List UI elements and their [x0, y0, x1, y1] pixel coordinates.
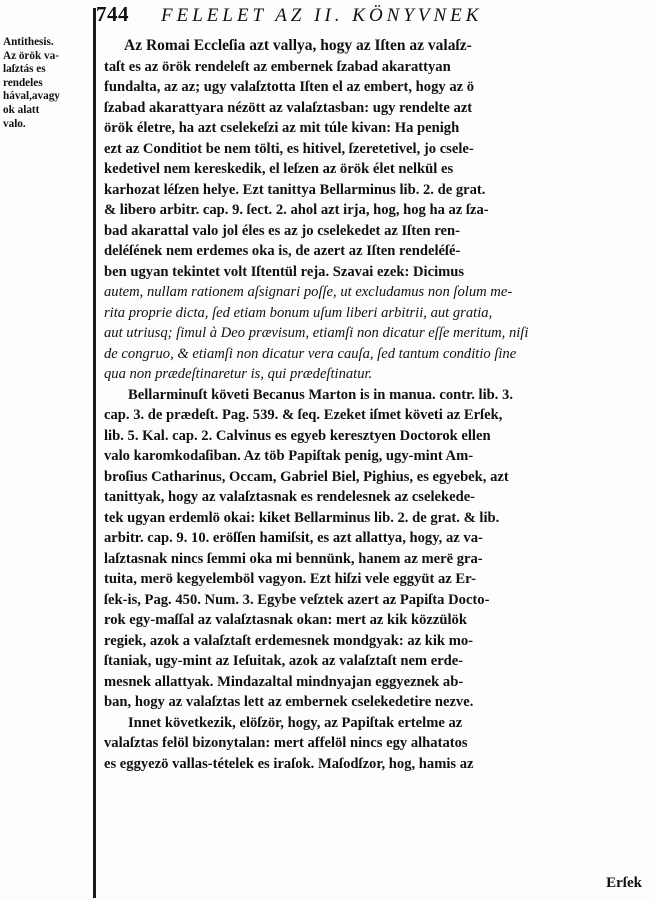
body-line: deléſének nem erdemes oka is, de azert az Iſten rendeléſé- [104, 243, 461, 259]
body-line: mesnek allattyak. Mindazaltal mindnyajan eggyeznek ab- [104, 673, 464, 690]
body-line: broſius Catharinus, Occam, Gabriel Biel, Pighius, es egyebek, azt [104, 468, 509, 485]
latin-quote-line: autem, nullam rationem aſsignari poſſe, ut excludamus non ſolum me- [104, 284, 513, 300]
body-line: örök életre, ha azt cselekeſzi az mit túle kivan: Ha penigh [104, 120, 460, 136]
body-line: lib. 5. Kal. cap. 2. Calvinus es egyeb keresztyen Doctorok ellen [104, 427, 491, 444]
body-line: Az Romai Eccleſia azt vallya, hogy az Iſten az valaſz- [124, 37, 472, 54]
body-line: laſztasnak nincs ſemmi oka mi bennünk, hanem az merë gra- [104, 550, 483, 567]
body-line: ſzabad akarattyara nézött az valaſztasban: ugy rendelte azt [104, 99, 473, 116]
body-line: tanittyak, hogy az valaſztasnak es rendelesnek az cselekede- [104, 489, 476, 505]
body-line: arbitr. cap. 9. 10. eröſſen hamiſsit, es azt allattya, hogy, az va- [104, 530, 483, 546]
latin-quote-line: rita proprie dicta, ſed etiam bonum uſum liberi arbitrii, aut gratia, [104, 304, 493, 321]
body-text [104, 36, 650, 774]
running-title: FELELET AZ II. KÖNYVNEK [161, 5, 483, 26]
body-line: tuita, merö kegyelemböl vagyon. Ezt hiſzi vele eggyüt az Er- [104, 571, 476, 587]
margin-note-line: rendeles [3, 76, 43, 89]
page-header [96, 2, 652, 28]
body-line: tek ugyan erdemlö okai: kiket Bellarminus lib. 2. de grat. & lib. [104, 509, 500, 526]
latin-quote-line: aut utriusq; ſimul à Deo prævisum, etiamſi non dicatur eſſe meritum, niſi [104, 325, 529, 341]
body-line: karhozat léſzen helye. Ezt tanittya Bellarminus lib. 2. de grat. [104, 181, 486, 198]
body-line: bad akarattal valo jol éles es az jo cselekedet az Iſten ren- [104, 222, 460, 239]
margin-note-line: laſztás es [3, 63, 46, 76]
body-line: rok egy-maſſal az valaſztasnak okan: mert az kik közzülök [104, 612, 467, 628]
body-line: & libero arbitr. cap. 9. ſect. 2. ahol azt irja, hog, hog ha az ſza- [104, 202, 489, 218]
margin-note-line: Az örök va- [3, 49, 59, 62]
body-line: regiek, azok a valaſztaſt erdemesnek mondgyak: az kik mo- [104, 632, 474, 649]
body-line: ban, hogy az valaſztas lett az embernek cselekedetire nezve. [104, 694, 474, 710]
margin-rule [93, 8, 96, 898]
body-line: valaſztas felöl bizonytalan: mert affelöl nincs egy alhatatos [104, 735, 468, 751]
margin-note-line: ok alatt [3, 103, 40, 116]
body-line: ſek-is, Pag. 450. Num. 3. Egybe veſztek azert az Papiſta Docto- [104, 591, 490, 608]
body-line: cap. 3. de prædeſt. Pag. 539. & ſeq. Ezeket iſmet követi az Erſek, [104, 407, 503, 423]
margin-note-line: Antithesis. [3, 36, 54, 48]
body-line: ezt az Conditiot be nem tölti, es hitivel, ſzeretetivel, jo csele- [104, 140, 474, 157]
latin-quote-line: qua non prædeſtinaretur is, qui prædeſtinatur. [104, 366, 373, 382]
body-line: kedetivel nem kereskedik, el leſzen az örök élet nelkül es [104, 161, 454, 177]
body-line: es eggyezö vallas-tételek es iraſok. Maſodſzor, hog, hamis az [104, 755, 474, 772]
margin-note-line: valo. [3, 117, 26, 130]
body-line: fundalta, az az; ugy valaſztotta Iſten el az embert, hogy az ö [104, 79, 475, 95]
body-line: ben ugyan tekintet volt Iſtentül reja. Szavai ezek: Dicimus [104, 263, 465, 280]
margin-note-line: hával,avagy [3, 90, 60, 103]
body-line: valo karomkodaſiban. Az töb Papiſtak penig, ugy-mint Am- [104, 448, 474, 464]
body-line: Innet következik, elöſzör, hogy, az Papiſtak ertelme az [128, 714, 463, 731]
catchword: Erſek [606, 875, 642, 891]
page-number: 744 [96, 2, 129, 26]
body-line: taſt es az örök rendeleſt az embernek ſzabad akarattyan [104, 58, 451, 75]
margin-note [3, 36, 89, 131]
latin-quote-line: de congruo, & etiamſi non dicatur vera cauſa, ſed tantum conditio ſine [104, 345, 517, 362]
body-line: Bellarminuſt követi Becanus Marton is in manua. contr. lib. 3. [128, 386, 514, 403]
body-line: ſtaniak, ugy-mint az Ieſuitak, azok az valaſztaſt nem erde- [104, 653, 464, 669]
